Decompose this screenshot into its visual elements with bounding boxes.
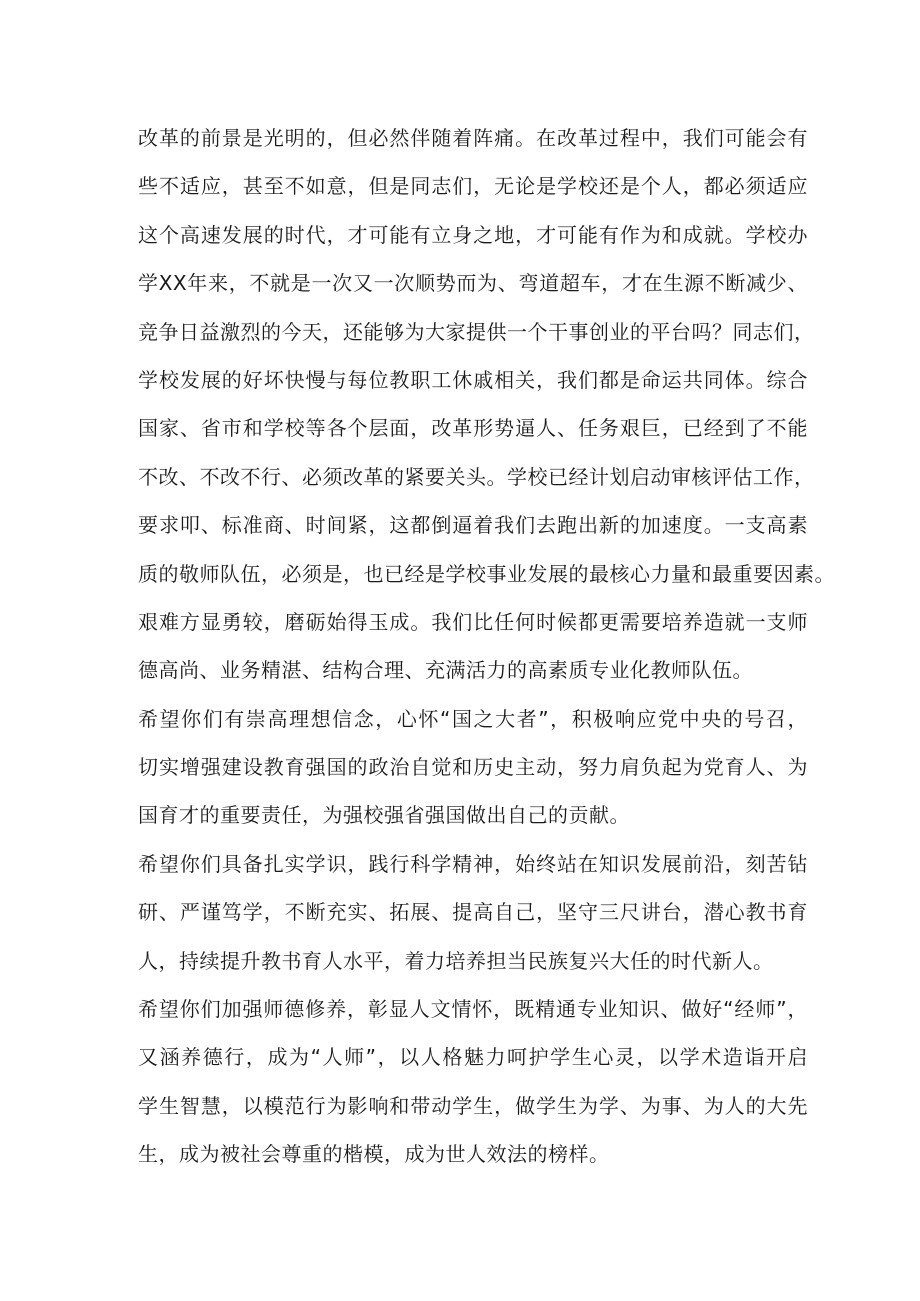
text-line: 国家、省市和学校等各个层面，改革形势逼人、任务艰巨，已经到了不能 (138, 416, 808, 441)
text-line: 希望你们有崇高理想信念，心怀“国之大者”，积极响应党中央的号召， (138, 706, 808, 731)
text-line: 国育才的重要责任，为强校强省强国做出自己的贡献。 (138, 803, 630, 828)
text-line: 改革的前景是光明的，但必然伴随着阵痛。在改革过程中，我们可能会有 (138, 126, 808, 150)
text-line: 生，成为被社会尊重的楷模，成为世人效法的榜样。 (138, 1142, 610, 1167)
text-line: 学校发展的好坏快慢与每位教职工休戚相关，我们都是命运共同体。综合 (138, 367, 808, 392)
text-line: 学XX年来，不就是一次又一次顺势而为、弯道超车，才在生源不断减少、 (138, 271, 808, 296)
text-line: 德高尚、业务精湛、结构合理、充满活力的高素质专业化教师队伍。 (138, 658, 753, 683)
text-line: 切实增强建设教育强国的政治自觉和历史主动，努力肩负起为党育人、为 (138, 755, 808, 780)
paragraph-reform (138, 118, 835, 699)
text-line: 些不适应，甚至不如意，但是同志们，无论是学校还是个人，都必须适应 (138, 174, 808, 199)
text-line: 学生智慧，以模范行为影响和带动学生，做学生为学、为事、为人的大先 (138, 1093, 808, 1118)
paragraph-ethics (138, 989, 808, 1183)
text-line: 不改、不改不行、必须改革的紧要关头。学校已经计划启动审核评估工作， (138, 464, 815, 489)
text-line: 人，持续提升教书育人水平，着力培养担当民族复兴大任的时代新人。 (138, 948, 774, 973)
text-line: 这个高速发展的时代，才可能有立身之地，才可能有作为和成就。学校办 (138, 222, 808, 247)
text-line: 研、严谨笃学，不断充实、拓展、提高自己，坚守三尺讲台，潜心教书育 (138, 900, 808, 925)
text-line: 希望你们加强师德修养，彰显人文情怀，既精通专业知识、做好“经师”， (138, 997, 808, 1022)
text-line: 又涵养德行，成为“人师”，以人格魅力呵护学生心灵，以学术造诣开启 (138, 1045, 808, 1070)
paragraph-ideals (138, 699, 808, 844)
text-line: 要求叩、标准商、时间紧，这都倒逼着我们去跑出新的加速度。一支高素 (138, 513, 808, 538)
text-line: 艰难方显勇较，磨砺始得玉成。我们比任何时候都更需要培养造就一支师 (138, 609, 808, 634)
text-line: 竞争日益激烈的今天，还能够为大家提供一个干事创业的平台吗？同志们， (138, 319, 815, 344)
document-body (138, 118, 835, 1183)
text-line: 质的敬师队伍，必须是，也已经是学校事业发展的最核心力量和最重要因素。 (138, 561, 835, 586)
text-line: 希望你们具备扎实学识，践行科学精神，始终站在知识发展前沿，刻苦钻 (138, 851, 808, 876)
paragraph-knowledge (138, 844, 808, 989)
